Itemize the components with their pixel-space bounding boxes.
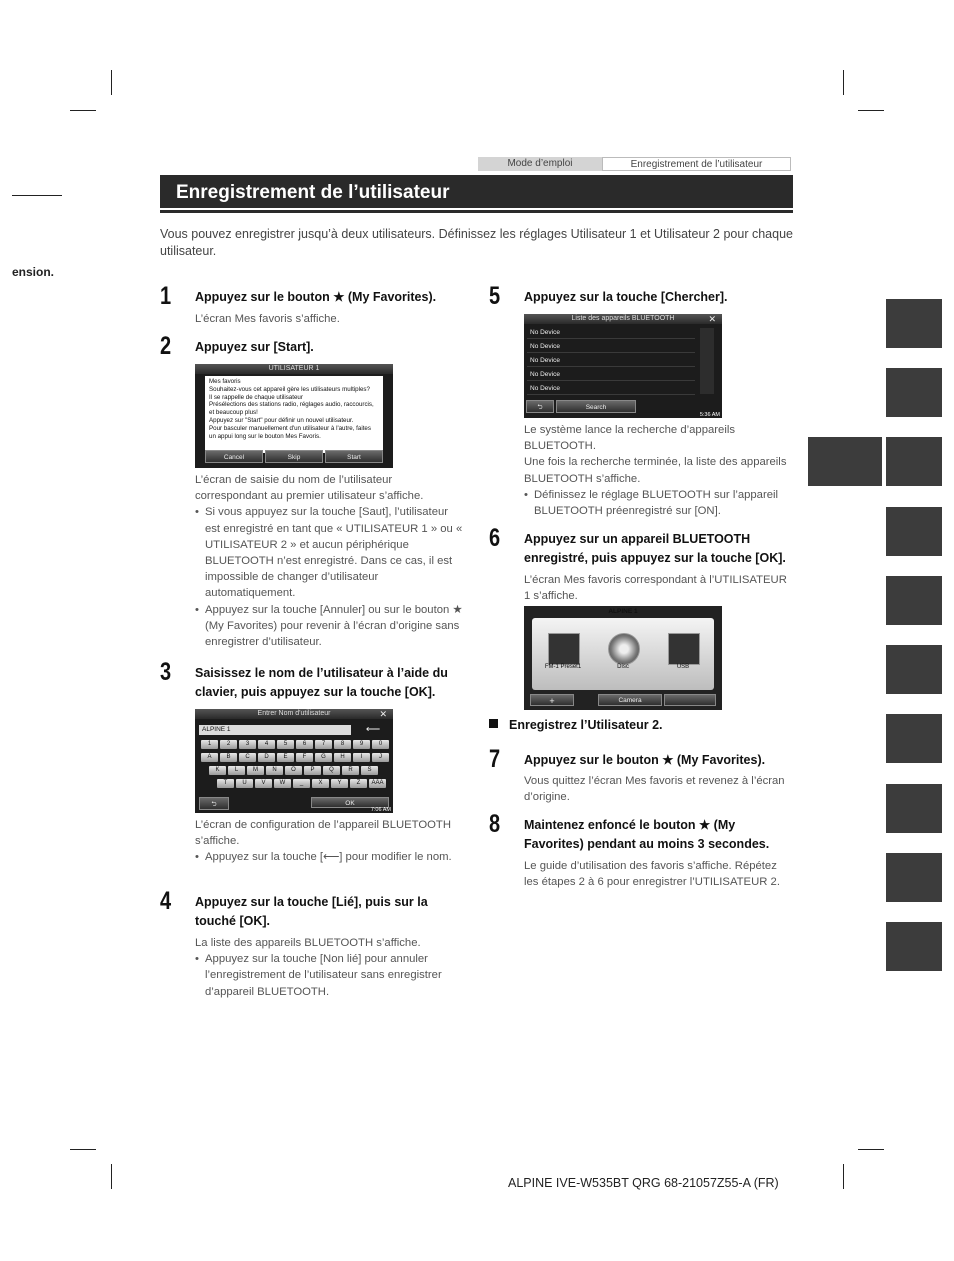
side-tab <box>886 922 942 971</box>
keyboard-key[interactable]: G <box>315 753 332 762</box>
step-number: 6 <box>489 524 501 552</box>
name-input[interactable]: ALPINE 1 <box>199 725 351 735</box>
margin-rule <box>12 195 62 196</box>
bullet-item: • Si vous appuyez sur la touche [Saut], l’utilisateur est enregistré en tant que « UTILISATEUR 1 » ou « UTILISATEUR 2 » et aucun périphérique BLUETOOTH n’est enregistré. Dans ce cas, il est impossible de changer d’utilisateur automatiquement. <box>195 504 465 601</box>
keyboard-key[interactable]: H <box>334 753 351 762</box>
camera-button[interactable]: Camera <box>598 694 662 706</box>
keyboard-key[interactable]: 7 <box>315 740 332 749</box>
header-tab-manual: Mode d’emploi <box>478 157 602 171</box>
keyboard-key[interactable]: D <box>258 753 275 762</box>
keyboard-key[interactable]: 0 <box>372 740 389 749</box>
step-description <box>195 817 465 866</box>
keyboard-key[interactable]: 1 <box>201 740 218 749</box>
keyboard-key[interactable]: 9 <box>353 740 370 749</box>
step-title: Appuyez sur [Start]. <box>195 340 314 354</box>
usb-icon[interactable] <box>668 633 700 665</box>
screen-keyboard <box>195 709 393 813</box>
start-button[interactable]: Start <box>325 450 383 463</box>
footer-model: ALPINE IVE-W535BT QRG 68-21057Z55-A (FR) <box>508 1176 779 1190</box>
device-row[interactable]: No Device <box>527 340 695 353</box>
step-title: Appuyez sur le bouton ★ (My Favorites). <box>195 290 437 304</box>
crop-mark <box>858 110 884 111</box>
device-row[interactable]: No Device <box>527 368 695 381</box>
side-tab <box>886 853 942 902</box>
step-number: 2 <box>160 332 172 360</box>
step-number: 1 <box>160 282 172 310</box>
disc-icon[interactable] <box>608 633 640 665</box>
step-description <box>195 935 465 1000</box>
keyboard-key[interactable]: E <box>277 753 294 762</box>
search-button[interactable]: Search <box>556 400 636 413</box>
keyboard-key[interactable]: 6 <box>296 740 313 749</box>
clock: 5:36 AM <box>699 412 720 418</box>
keyboard-key[interactable]: X <box>312 779 329 788</box>
backspace-icon[interactable]: ⟵ <box>365 724 381 735</box>
intro-text: Vous pouvez enregistrer jusqu’à deux utilisateurs. Définissez les réglages Utilisateur 1 et Utilisateur 2 pour chaque utilisateur. <box>160 227 793 258</box>
keyboard-key[interactable]: A <box>201 753 218 762</box>
device-row[interactable]: No Device <box>527 354 695 367</box>
side-tab <box>886 299 942 348</box>
fav-label: USB <box>676 664 690 670</box>
skip-button[interactable]: Skip <box>265 450 323 463</box>
side-tab <box>886 784 942 833</box>
crop-mark <box>70 1149 96 1150</box>
ok-button[interactable]: OK <box>311 797 389 808</box>
step-description-text: La liste des appareils BLUETOOTH s’affiche. <box>195 937 421 949</box>
keyboard-key[interactable]: 4 <box>258 740 275 749</box>
crop-mark <box>843 70 844 95</box>
step-description: L’écran Mes favoris s’affiche. <box>195 313 340 325</box>
fav-label: Disc <box>617 664 629 670</box>
step-number: 3 <box>160 658 172 686</box>
section-title: Enregistrement de l’utilisateur <box>176 182 450 203</box>
step-number: 7 <box>489 745 501 773</box>
title-underline <box>160 210 793 213</box>
bullet-item: • Appuyez sur la touche [⟵] pour modifier le nom. <box>195 849 465 865</box>
step-description-text: Le système lance la recherche d’appareils BLUETOOTH. <box>524 424 735 453</box>
fav-title: ALPINE 1 <box>608 608 638 615</box>
crop-mark <box>111 70 112 95</box>
screen-title: Entrer Nom d'utilisateur <box>195 709 393 719</box>
side-tab-active <box>808 437 882 486</box>
keyboard-key[interactable]: J <box>372 753 389 762</box>
keyboard-key[interactable]: Y <box>331 779 348 788</box>
screen-my-favorites <box>524 606 722 710</box>
header-tab-section: Enregistrement de l’utilisateur <box>602 157 791 171</box>
keyboard-key[interactable]: O <box>285 766 302 775</box>
bullet-item: • Définissez le réglage BLUETOOTH sur l’appareil BLUETOOTH préenregistré sur [ON]. <box>524 487 794 519</box>
side-tab <box>886 437 942 486</box>
crop-mark <box>111 1164 112 1189</box>
side-tab <box>886 645 942 694</box>
keyboard-key[interactable]: L <box>228 766 245 775</box>
home-button[interactable] <box>664 694 716 706</box>
step-description-text: Une fois la recherche terminée, la liste des appareils BLUETOOTH s’affiche. <box>524 456 787 485</box>
keyboard-key[interactable]: F <box>296 753 313 762</box>
keyboard-key[interactable]: T <box>217 779 234 788</box>
device-row[interactable]: No Device <box>527 382 695 395</box>
keyboard-key[interactable]: W <box>274 779 291 788</box>
radio-preset-icon[interactable] <box>548 633 580 665</box>
add-button[interactable]: + <box>530 694 574 706</box>
keyboard-key[interactable]: U <box>236 779 253 788</box>
keyboard-key[interactable]: C <box>239 753 256 762</box>
user2-heading: Enregistrez l’Utilisateur 2. <box>509 718 663 732</box>
keyboard-key[interactable]: _ <box>293 779 310 788</box>
side-tab <box>886 576 942 625</box>
back-button[interactable]: ⮌ <box>199 797 229 810</box>
side-tab <box>886 507 942 556</box>
keyboard-key[interactable]: K <box>209 766 226 775</box>
screen-title: Liste des appareils BLUETOOTH <box>524 314 722 324</box>
step-description-text: L’écran de saisie du nom de l’utilisateur correspondant au premier utilisateur s’affiche. <box>195 474 424 503</box>
user2-bullet-square <box>489 719 498 728</box>
step-description: L’écran Mes favoris correspondant à l’UTILISATEUR 1 s’affiche. <box>524 574 787 603</box>
keyboard-key[interactable]: V <box>255 779 272 788</box>
cancel-button[interactable]: Cancel <box>205 450 263 463</box>
fav-label: FM-1 Preset1 <box>544 664 582 670</box>
section-title-bar <box>160 175 793 208</box>
device-row[interactable]: No Device <box>527 326 695 339</box>
scrollbar[interactable] <box>700 328 714 394</box>
keyboard-key[interactable]: Q <box>323 766 340 775</box>
step-description: Le guide d’utilisation des favoris s’affiche. Répétez les étapes 2 à 6 pour enregistrer l’UTILISATEUR 2. <box>524 860 780 889</box>
keyboard-key[interactable]: 3 <box>239 740 256 749</box>
margin-fragment: ension. <box>12 265 55 279</box>
step-number: 5 <box>489 282 501 310</box>
step-title: Maintenez enfoncé le bouton ★ (My Favorites) pendant au moins 3 secondes. <box>524 818 770 851</box>
step-description <box>195 472 465 650</box>
keyboard-key[interactable]: P <box>304 766 321 775</box>
back-button[interactable]: ⮌ <box>526 400 554 413</box>
keyboard-key[interactable]: R <box>342 766 359 775</box>
keyboard-key[interactable]: M <box>247 766 264 775</box>
keyboard-key[interactable]: 5 <box>277 740 294 749</box>
close-icon[interactable]: ✕ <box>379 709 387 719</box>
crop-mark <box>843 1164 844 1189</box>
keyboard-key[interactable]: I <box>353 753 370 762</box>
side-tab <box>886 714 942 763</box>
step-description <box>524 422 794 519</box>
keyboard-key[interactable]: 8 <box>334 740 351 749</box>
step-number: 4 <box>160 887 172 915</box>
bullet-item: • Appuyez sur la touche [Annuler] ou sur le bouton ★ (My Favorites) pour revenir à l’écran d’origine sans enregistrer d’utilisateur. <box>195 602 465 651</box>
keyboard-key[interactable]: ÀÂÄ <box>369 779 386 788</box>
crop-mark <box>70 110 96 111</box>
step-description: Vous quittez l’écran Mes favoris et revenez à l’écran d’origine. <box>524 775 785 804</box>
side-tab <box>886 368 942 417</box>
keyboard-key[interactable]: 2 <box>220 740 237 749</box>
screen-title: UTILISATEUR 1 <box>195 364 393 374</box>
crop-mark <box>858 1149 884 1150</box>
keyboard-key[interactable]: N <box>266 766 283 775</box>
step-title: Appuyez sur la touche [Lié], puis sur la touché [OK]. <box>195 895 428 928</box>
step-title: Appuyez sur un appareil BLUETOOTH enregistré, puis appuyez sur la touche [OK]. <box>524 532 786 565</box>
bullet-item: • Appuyez sur la touche [Non lié] pour annuler l’enregistrement de l’utilisateur sans enregistrer d’appareil BLUETOOTH. <box>195 951 465 1000</box>
screen-device-list <box>524 314 722 418</box>
clock: 7:06 AM <box>370 807 391 813</box>
dialog-message: Mes favoris Souhaitez-vous cet appareil gère les utilisateurs multiples? Il se rappelle de chaque utilisateur Présélections des stations radio, réglages audio, raccourcis, et beaucoup plus! Appuyez sur "Start" pour définir un nouvel utilisateur. Pour basculer manuellement d'un utilisateur à l'autre, faites un appui long sur le bouton Mes Favoris. <box>205 376 383 453</box>
keyboard-key[interactable]: Z <box>350 779 367 788</box>
close-icon[interactable]: ✕ <box>708 314 716 324</box>
step-title: Appuyez sur le bouton ★ (My Favorites). <box>524 753 766 767</box>
step-title: Appuyez sur la touche [Chercher]. <box>524 290 728 304</box>
step-title: Saisissez le nom de l’utilisateur à l’aide du clavier, puis appuyez sur la touche [OK]. <box>195 666 448 699</box>
keyboard-key[interactable]: B <box>220 753 237 762</box>
keyboard-key[interactable]: S <box>361 766 378 775</box>
step-description-text: L’écran de configuration de l’appareil BLUETOOTH s’affiche. <box>195 819 451 848</box>
screen-user1-dialog <box>195 364 393 468</box>
step-number: 8 <box>489 810 501 838</box>
